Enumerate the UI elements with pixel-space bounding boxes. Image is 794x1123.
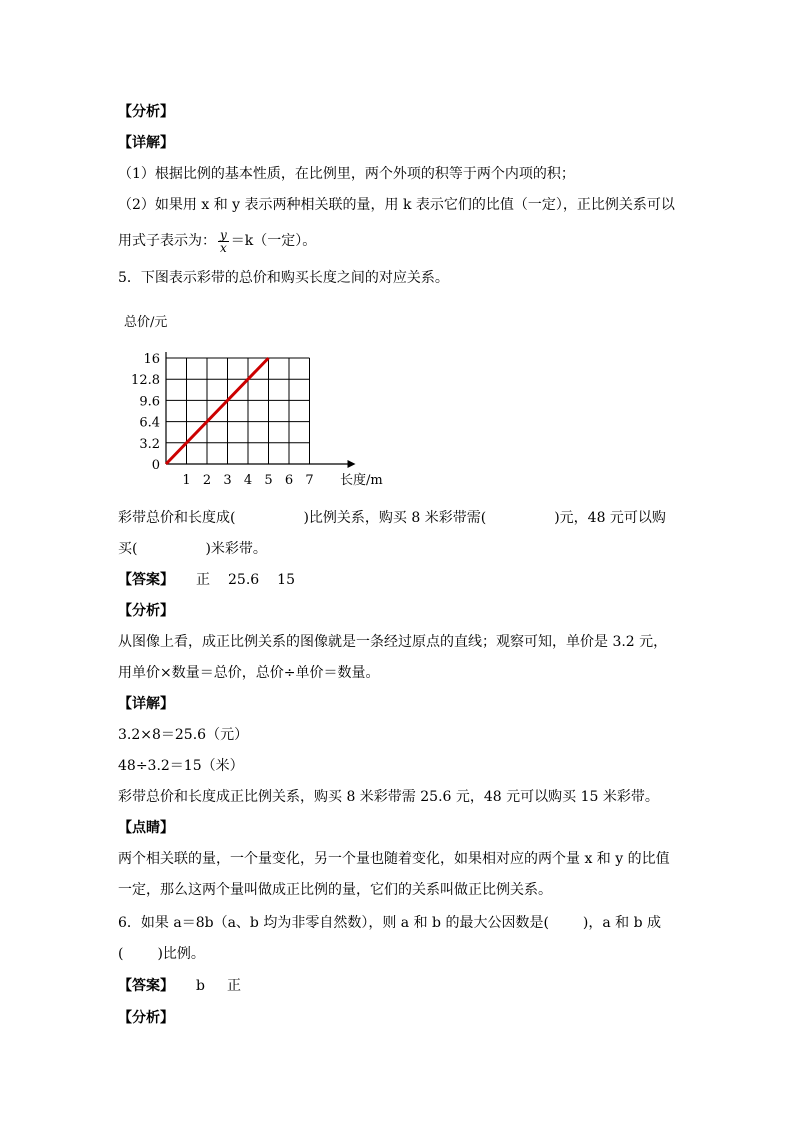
- detail-point-2-line-1: （2）如果用 x 和 y 表示两种相关联的量，用 k 表示它们的比值（一定），正比例关系可以: [118, 197, 675, 213]
- q6-text-a: 6．如果 a＝8b（a、b 均为非零自然数），则 a 和 b 的最大公因数是(: [118, 915, 549, 931]
- answer-item: 正: [196, 572, 210, 588]
- x-tick-label: 7: [305, 473, 314, 488]
- question-5-answer: [118, 570, 295, 590]
- y-tick-label: 9.6: [139, 394, 160, 410]
- x-tick-label: 2: [202, 473, 212, 488]
- q5-analysis-heading: 【分析】: [118, 603, 174, 619]
- y-tick-label: 12.8: [131, 373, 160, 389]
- chart-y-ticks: [131, 352, 160, 473]
- chart-xlabel: 长度/m: [340, 473, 383, 488]
- x-tick-label: 6: [284, 473, 294, 488]
- x-tick-label: 4: [243, 473, 253, 488]
- q5-text-a: 彩带总价和长度成(: [118, 510, 236, 526]
- answer-item: b: [196, 978, 205, 994]
- price-line: [166, 358, 269, 464]
- q6-text-b: )，a 和 b 成: [582, 915, 662, 931]
- q5-tip-line-2: 一定，那么这两个量叫做成正比例的量，它们的关系叫做正比例关系。: [118, 882, 552, 898]
- x-tick-label: 5: [264, 473, 273, 488]
- question-5-blank-line-1: [118, 508, 666, 528]
- y-tick-label: 6.4: [139, 415, 160, 431]
- q5-calc-1: 3.2×8＝25.6（元）: [118, 727, 249, 743]
- q5-text-c: )元，48 元可以购: [554, 510, 666, 526]
- q5-calc-2: 48÷3.2＝15（米）: [118, 758, 244, 774]
- answer-item: 正: [226, 978, 241, 994]
- x-axis-arrow: [348, 460, 356, 468]
- question-5-blank-line-2: [118, 539, 267, 559]
- x-tick-label: 1: [182, 473, 191, 488]
- question-6-stem-line-2: [118, 944, 205, 964]
- question-5-stem: 5．下图表示彩带的总价和购买长度之间的对应关系。: [118, 270, 449, 286]
- q5-analysis-line-1: 从图像上看，成正比例关系的图像就是一条经过原点的直线；观察可知，单价是 3.2 元，: [118, 634, 668, 650]
- chart-series: [166, 358, 269, 464]
- q5-text-b: )比例关系，购买 8 米彩带需(: [303, 510, 487, 526]
- q5-text-e: )米彩带。: [205, 541, 267, 557]
- y-tick-label: 16: [143, 352, 160, 367]
- y-tick-label: 0: [151, 458, 160, 473]
- q5-text-d: 买(: [118, 541, 138, 557]
- q6-analysis-heading: 【分析】: [118, 1010, 174, 1026]
- q6-text-c: (: [118, 946, 124, 962]
- q5-analysis-line-2: 用单价×数量＝总价，总价÷单价＝数量。: [118, 665, 380, 681]
- chart-x-ticks: [182, 473, 313, 488]
- q6-text-d: )比例。: [157, 946, 205, 962]
- q5-detail-heading: 【详解】: [118, 696, 174, 712]
- question-6-answer: [118, 976, 241, 996]
- formula-fraction: [218, 229, 229, 254]
- question-6-stem-line-1: [118, 913, 661, 933]
- detail-point-2-line-2: [118, 226, 316, 256]
- y-tick-label: 3.2: [139, 436, 160, 452]
- q5-tip-line-1: 两个相关联的量，一个量变化，另一个量也随着变化，如果相对应的两个量 x 和 y 的比值: [118, 851, 670, 867]
- price-length-chart: [118, 305, 408, 490]
- chart-grid: [166, 358, 310, 464]
- chart-ylabel: 总价/元: [124, 315, 168, 330]
- fraction-numerator: y: [220, 227, 227, 242]
- formula-prefix: 用式子表示为：: [118, 233, 216, 249]
- detail-point-1: （1）根据比例的基本性质，在比例里，两个外项的积等于两个内项的积；: [118, 166, 575, 182]
- detail-heading-top: 【详解】: [118, 135, 174, 151]
- formula-suffix: ＝k（一定）。: [230, 233, 317, 249]
- q5-conclusion: 彩带总价和长度成正比例关系，购买 8 米彩带需 25.6 元，48 元可以购买 15 米彩带。: [118, 789, 659, 805]
- fraction-denominator: x: [220, 240, 227, 255]
- analysis-heading-top: 【分析】: [118, 104, 174, 120]
- x-tick-label: 3: [223, 473, 232, 488]
- chart-axes: [166, 352, 356, 468]
- answer-label: 【答案】: [118, 572, 174, 588]
- answer-item: 15: [277, 572, 295, 588]
- answer-label: 【答案】: [118, 978, 174, 994]
- answer-item: 25.6: [228, 572, 260, 588]
- q5-tip-heading: 【点睛】: [118, 820, 174, 836]
